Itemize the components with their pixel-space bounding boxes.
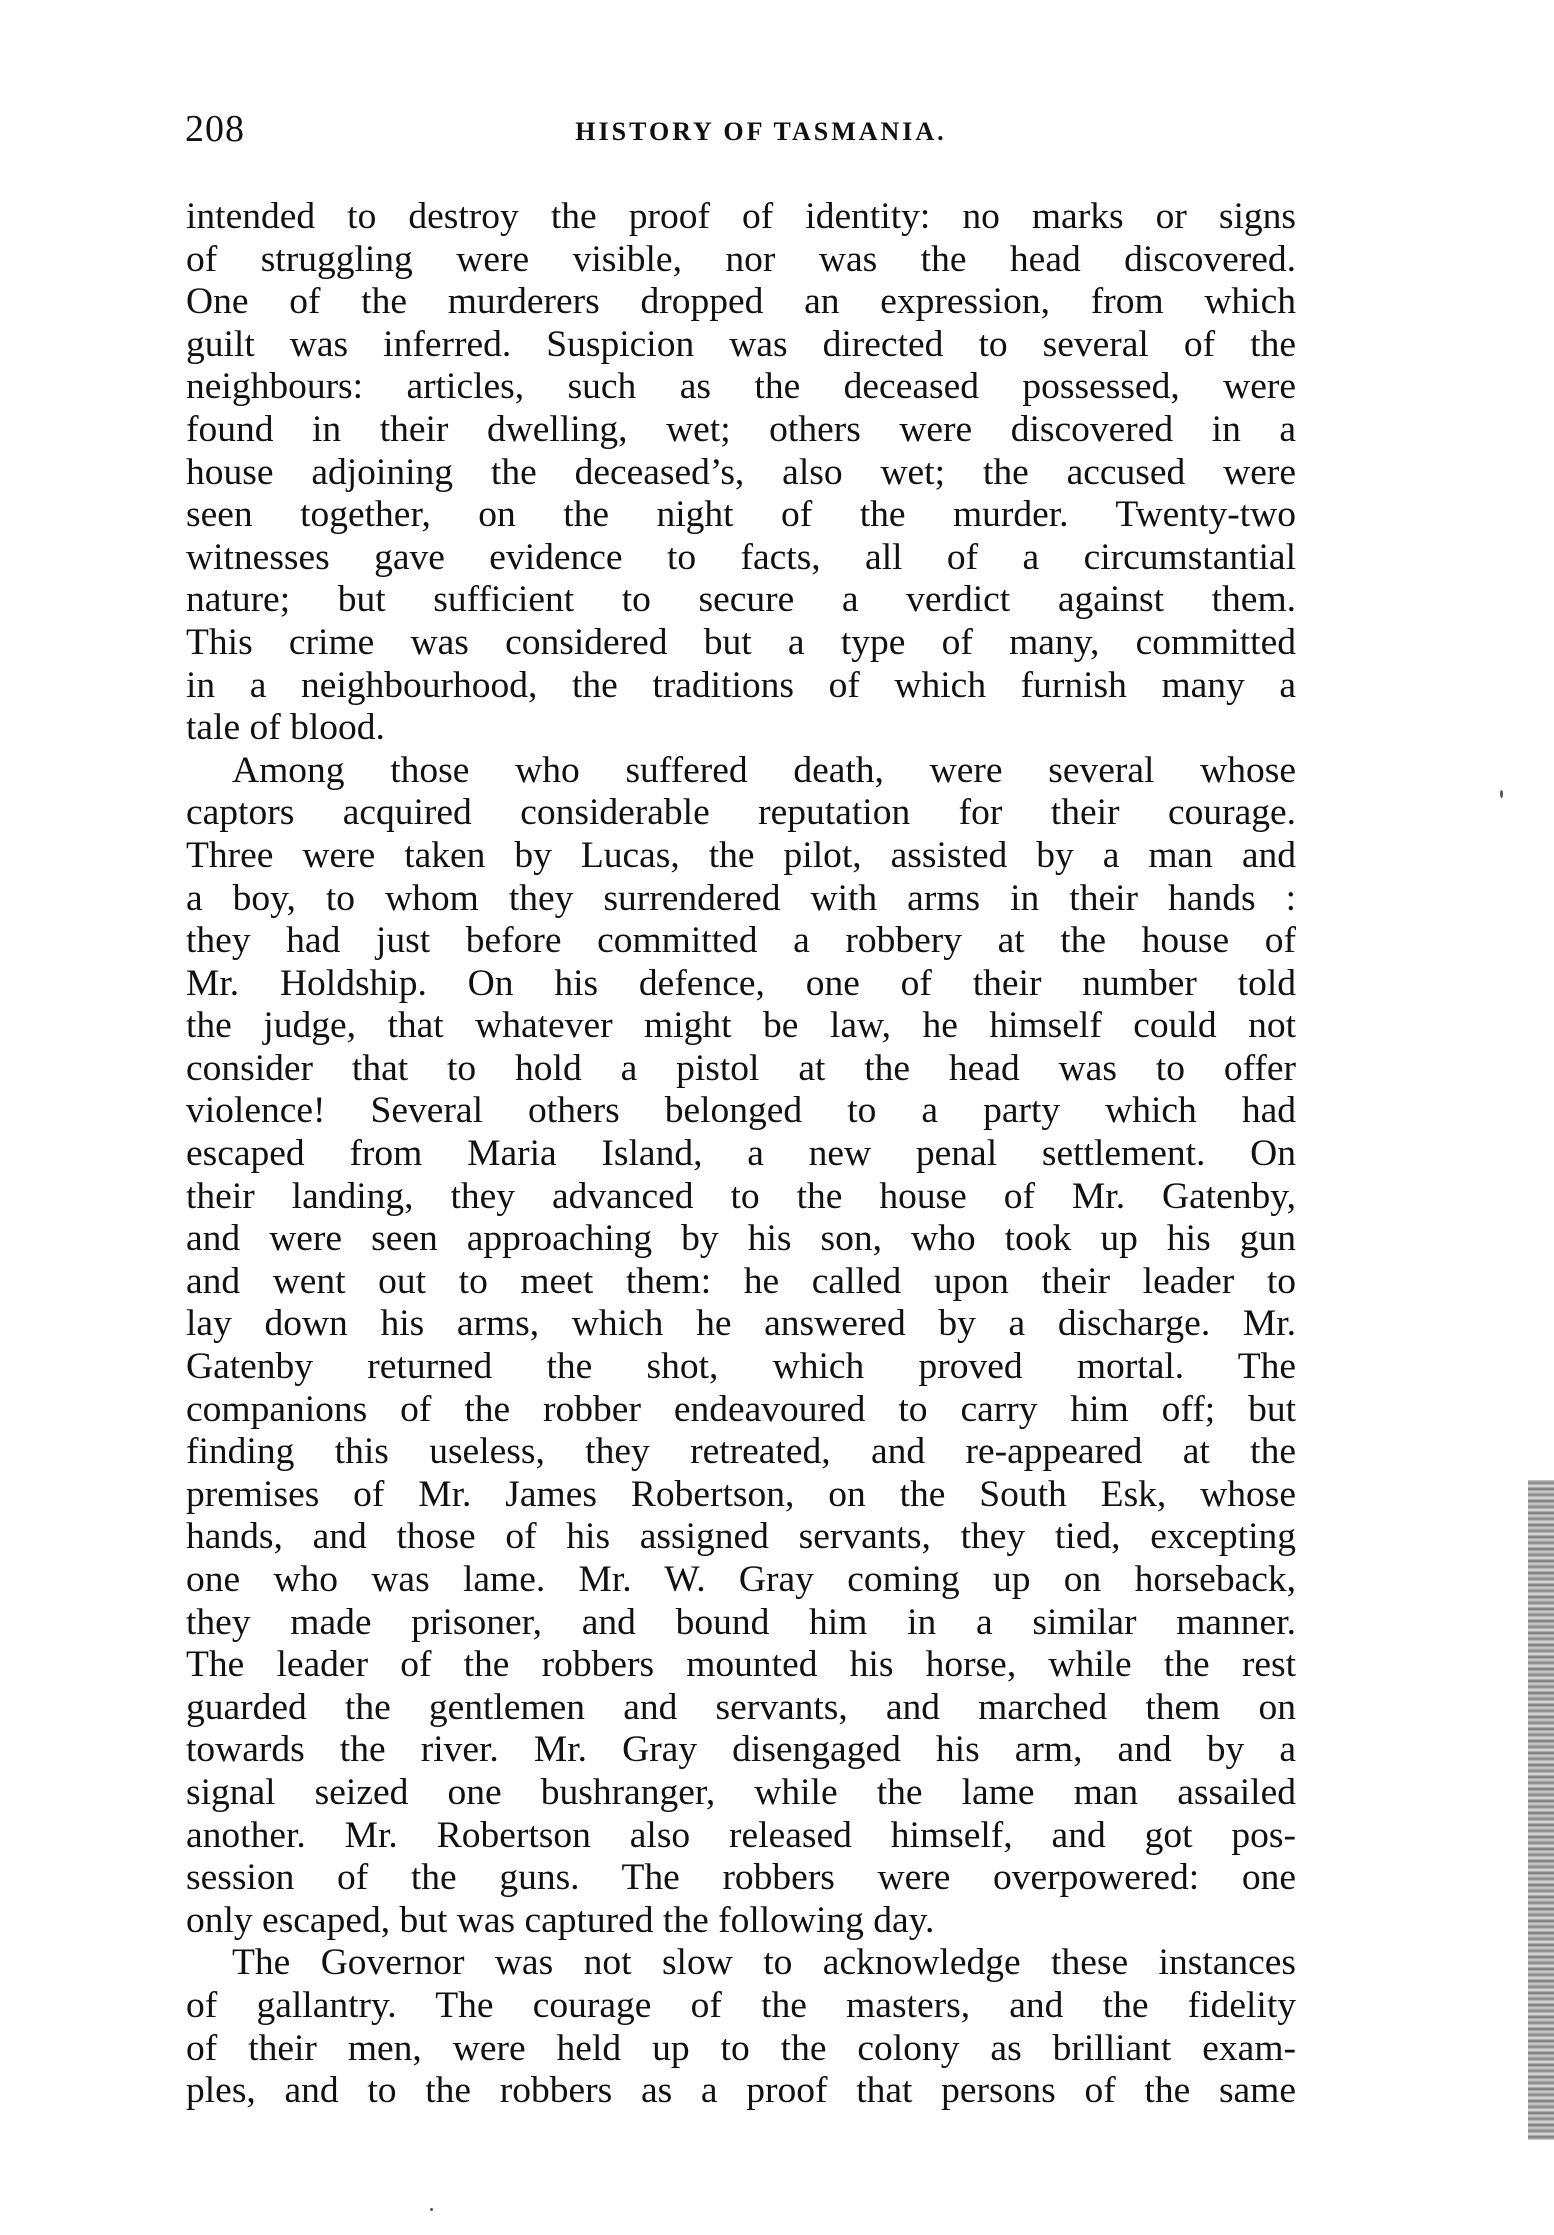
text-line: another. Mr. Robertson also released himself, and got pos-	[186, 1814, 1296, 1856]
text-line: ples, and to the robbers as a proof that persons of the same	[186, 2070, 1296, 2112]
text-line: towards the river. Mr. Gray disengaged his arm, and by a	[186, 1729, 1296, 1771]
text-line: Gatenby returned the shot, which proved mortal. The	[186, 1346, 1296, 1388]
text-line: premises of Mr. James Robertson, on the South Esk, whose	[186, 1473, 1296, 1515]
page-number: 208	[185, 108, 245, 150]
text-line: signal seized one bushranger, while the lame man assailed	[186, 1771, 1296, 1813]
text-line: witnesses gave evidence to facts, all of a circumstantial	[186, 536, 1296, 578]
text-line: they had just before committed a robbery at the house of	[186, 920, 1296, 962]
print-speck	[430, 2208, 433, 2211]
text-line: of their men, were held up to the colony as brilliant exam-	[186, 2027, 1296, 2069]
text-line: Three were taken by Lucas, the pilot, assisted by a man and	[186, 834, 1296, 876]
paragraph-last-line: tale of blood.	[186, 707, 385, 749]
page-edge-shadow	[1528, 1480, 1554, 2140]
text-line: lay down his arms, which he answered by a discharge. Mr.	[186, 1303, 1296, 1345]
text-line: found in their dwelling, wet; others were discovered in a	[186, 408, 1296, 450]
text-line: This crime was considered but a type of many, committed	[186, 621, 1296, 663]
text-line: one who was lame. Mr. W. Gray coming up on horseback,	[186, 1559, 1296, 1600]
running-head	[185, 105, 1297, 155]
text-line: violence! Several others belonged to a party which had	[186, 1090, 1296, 1132]
text-line: consider that to hold a pistol at the head was to offer	[186, 1047, 1296, 1089]
text-line: and were seen approaching by his son, who took up his gun	[186, 1218, 1296, 1260]
paragraph-last-line: only escaped, but was captured the following day.	[186, 1899, 935, 1941]
paragraph-first-line: The Governor was not slow to acknowledge these instances	[232, 1942, 1296, 1984]
text-line: Mr. Holdship. On his defence, one of their number told	[186, 962, 1296, 1004]
text-line: of struggling were visible, nor was the head discovered.	[186, 238, 1296, 280]
text-line: the judge, that whatever might be law, he himself could not	[186, 1005, 1296, 1047]
text-line: guilt was inferred. Suspicion was directed to several of the	[186, 323, 1296, 365]
text-line: they made prisoner, and bound him in a similar manner.	[186, 1601, 1296, 1643]
text-line: hands, and those of his assigned servants, they tied, excepting	[186, 1516, 1296, 1558]
text-line: The leader of the robbers mounted his horse, while the rest	[186, 1644, 1296, 1686]
text-line: and went out to meet them: he called upon their leader to	[186, 1260, 1296, 1302]
running-title: HISTORY OF TASMANIA.	[575, 117, 947, 146]
text-line: session of the guns. The robbers were overpowered: one	[186, 1857, 1296, 1899]
text-line: finding this useless, they retreated, and re-appeared at the	[186, 1431, 1296, 1473]
text-line: their landing, they advanced to the house of Mr. Gatenby,	[186, 1175, 1296, 1217]
text-line: house adjoining the deceased’s, also wet; the accused were	[186, 451, 1296, 493]
text-line: escaped from Maria Island, a new penal settlement. On	[186, 1133, 1296, 1175]
text-line: neighbours: articles, such as the deceased possessed, were	[186, 366, 1296, 408]
text-line: intended to destroy the proof of identity: no marks or signs	[186, 196, 1296, 237]
paragraph-first-line: Among those who suffered death, were several whose	[232, 749, 1296, 791]
text-line: nature; but sufficient to secure a verdict against them.	[186, 579, 1296, 621]
text-line: seen together, on the night of the murder. Twenty-two	[186, 494, 1296, 536]
text-line: One of the murderers dropped an expression, from which	[186, 281, 1296, 323]
text-line: companions of the robber endeavoured to carry him off; but	[186, 1388, 1296, 1430]
text-line: a boy, to whom they surrendered with arms in their hands :	[186, 877, 1296, 919]
print-speck	[1500, 790, 1503, 798]
text-line: in a neighbourhood, the traditions of which furnish many a	[186, 664, 1296, 706]
text-line: captors acquired considerable reputation for their courage.	[186, 792, 1296, 834]
body-text	[186, 196, 1296, 2113]
text-line: guarded the gentlemen and servants, and marched them on	[186, 1686, 1296, 1728]
text-line: of gallantry. The courage of the masters, and the fidelity	[186, 1984, 1296, 2026]
